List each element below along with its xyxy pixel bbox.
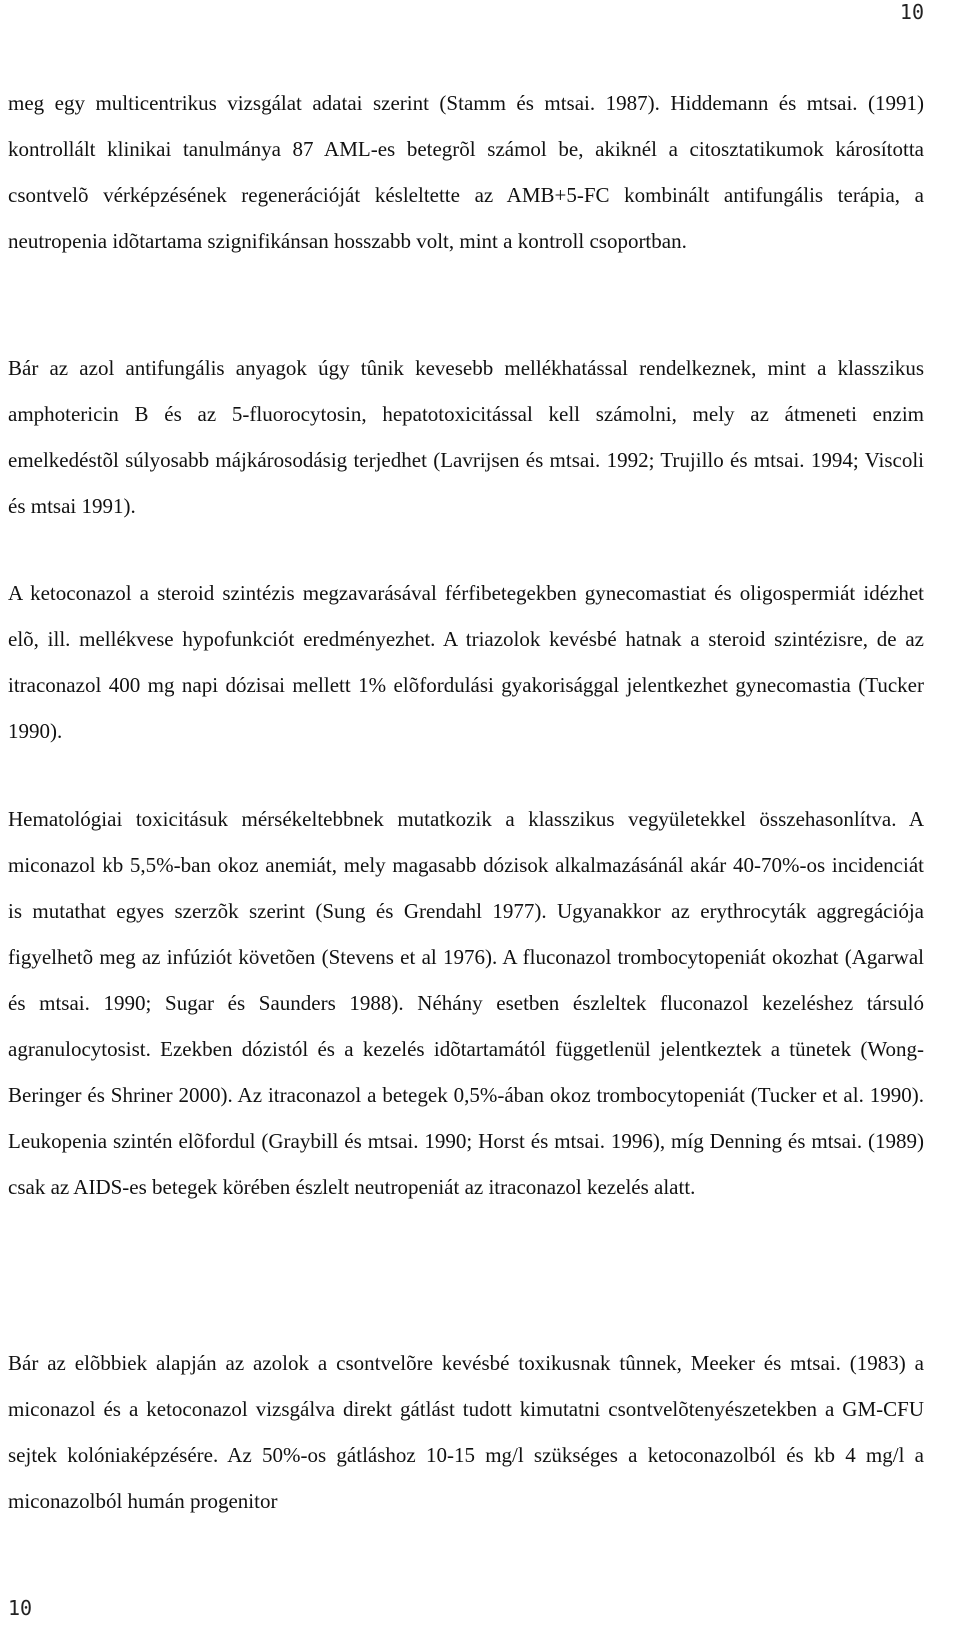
paragraph-intro: meg egy multicentrikus vizsgálat adatai szerint (Stamm és mtsai. 1987). Hiddemann és mtsai. (1991) kontrollált klinikai tanulmánya 87 AML-es betegrõl számol be, akiknél a citosztatikumok károsította csontvelõ vérképzésének regenerációját késleltette az AMB+5-FC kombinált antifungális terápia, a neutropenia idõtartama szignifikánsan hosszabb volt, mint a kontroll csoportban. <box>8 91 924 253</box>
page-number-header: 10 <box>899 0 924 24</box>
paragraph-ketoconazol: A ketoconazol a steroid szintézis megzavarásával férfibetegekben gynecomastiat és oligospermiát idézhet elõ, ill. mellékvese hypofunkciót eredményezhet. A triazolok kevésbé hatnak a steroid szintézisre, de az itraconazol 400 mg napi dózisai mellett 1% elõfordulási gyakorisággal jelentkezhet gynecomastia (Tucker 1990). <box>8 581 924 743</box>
paragraph-hematology: Hematológiai toxicitásuk mérsékeltebbnek mutatkozik a klasszikus vegyületekkel összehasonlítva. A miconazol kb 5,5%-ban okoz anemiát, mely magasabb dózisok alkalmazásánál akár 40-70%-os incidenciát is mutathat egyes szerzõk szerint (Sung és Grendahl 1977). Ugyanakkor az erythrocyták aggregációja figyelhetõ meg az infúziót követõen (Stevens et al 1976). A fluconazol trombocytopeniát okozhat (Agarwal és mtsai. 1990; Sugar és Saunders 1988). Néhány esetben észleltek fluconazol kezeléshez társuló agranulocytosist. Ezekben dózistól és a kezelés idõtartamától függetlenül jelentkeztek a tünetek (Wong-Beringer és Shriner 2000). Az itraconazol a betegek 0,5%-ában okoz trombocytopeniát (Tucker et al. 1990). Leukopenia szintén elõfordul (Graybill és mtsai. 1990; Horst és mtsai. 1996), míg Denning és mtsai. (1989) csak az AIDS-es betegek körében észlelt neutropeniát az itraconazol kezelés alatt. <box>8 807 924 1199</box>
paragraph-bone-marrow: Bár az elõbbiek alapján az azolok a csontvelõre kevésbé toxikusnak tûnnek, Meeker és mtsai. (1983) a miconazol és a ketoconazol vizsgálva direkt gátlást tudott kimutatni csontvelõtenyészetekben a GM-CFU sejtek kolóniaképzésére. Az 50%-os gátláshoz 10-15 mg/l szükséges a ketoconazolból és kb 4 mg/l a miconazolból humán progenitor <box>8 1351 924 1513</box>
page-number-footer: 10 <box>8 1596 33 1620</box>
paragraph-azole-side-effects: Bár az azol antifungális anyagok úgy tûnik kevesebb mellékhatással rendelkeznek, mint a klasszikus amphotericin B és az 5-fluorocytosin, hepatotoxicitással kell számolni, mely az átmeneti enzim emelkedéstõl súlyosabb májkárosodásig terjedhet (Lavrijsen és mtsai. 1992; Trujillo és mtsai. 1994; Viscoli és mtsai 1991). <box>8 356 924 518</box>
